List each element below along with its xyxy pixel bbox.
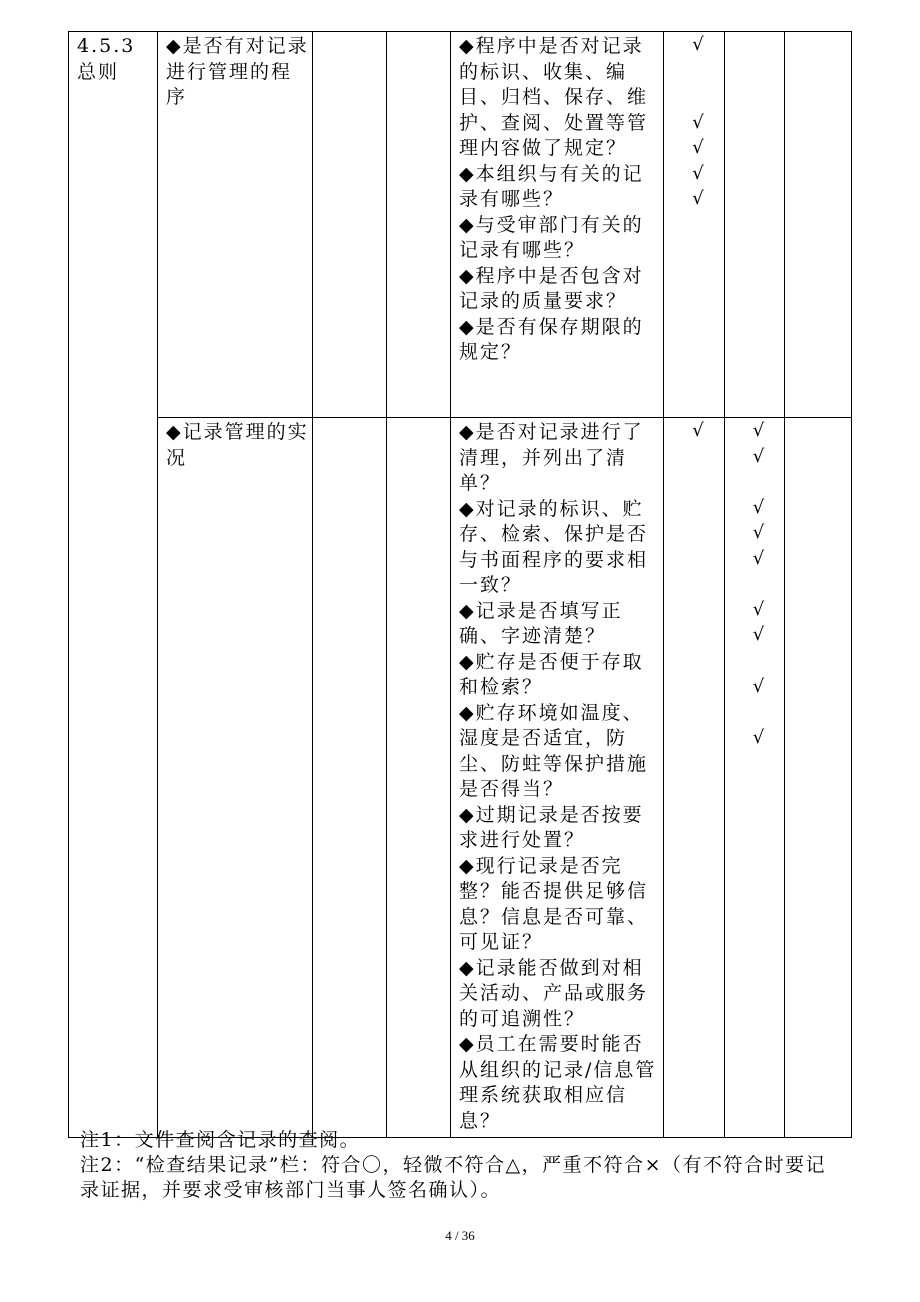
- check-mark: √: [752, 522, 765, 543]
- check-mark: √: [752, 727, 765, 748]
- question-text: ◆员工在需要时能否从组织的记录/信息管理系统获取相应信息？: [459, 1033, 657, 1132]
- clause-cell: 4.5.3 总则: [69, 32, 158, 1138]
- question-text: ◆现行记录是否完整？能否提供足够信息？信息是否可靠、可见证？: [459, 854, 649, 953]
- notes: [80, 1128, 840, 1203]
- audit-checklist-table: [68, 31, 852, 1138]
- check-mark: √: [692, 420, 704, 441]
- empty-cell: [387, 32, 451, 418]
- item-cell: ◆记录管理的实况: [158, 418, 313, 1138]
- note-2: 注2：“检查结果记录”栏：符合〇，轻微不符合△，严重不符合×（有不符合时要记录证据，并要求受审核部门当事人签名确认）。: [80, 1154, 827, 1201]
- check-column-2: [725, 418, 785, 1138]
- question-text: ◆是否有保存期限的规定？: [459, 315, 644, 363]
- check-mark: √: [752, 624, 765, 645]
- check-column-2: [725, 32, 785, 418]
- check-mark: √: [752, 446, 765, 467]
- note-1: 注1：文件查阅含记录的查阅。: [80, 1129, 361, 1151]
- check-mark: √: [752, 676, 765, 697]
- question-text: ◆本组织与有关的记录有哪些？: [459, 162, 644, 210]
- question-text: ◆贮存环境如温度、湿度是否适宜，防尘、防蛀等保护措施是否得当？: [459, 701, 649, 800]
- check-mark: √: [752, 497, 765, 518]
- empty-cell: [387, 418, 451, 1138]
- check-mark: √: [692, 137, 704, 158]
- table-row: [69, 32, 852, 418]
- question-text: ◆贮存是否便于存取和检索？: [459, 650, 644, 698]
- check-mark: √: [692, 34, 704, 55]
- check-mark: √: [752, 420, 765, 441]
- result-cell: [785, 32, 852, 418]
- question-text: ◆过期记录是否按要求进行处置？: [459, 803, 644, 851]
- question-text: ◆程序中是否对记录的标识、收集、编目、归档、保存、维护、查阅、处置等管理内容做了规定？: [459, 35, 649, 159]
- questions-cell: [451, 32, 664, 418]
- check-mark: √: [752, 548, 765, 569]
- check-mark: √: [692, 112, 704, 133]
- question-text: ◆程序中是否包含对记录的质量要求？: [459, 264, 644, 312]
- check-column-1: [664, 32, 725, 418]
- question-text: ◆对记录的标识、贮存、检索、保护是否与书面程序的要求相一致？: [459, 497, 649, 596]
- item-cell: ◆是否有对记录进行管理的程序: [158, 32, 313, 418]
- table-row: [69, 418, 852, 1138]
- question-text: ◆记录能否做到对相关活动、产品或服务的可追溯性？: [459, 956, 649, 1030]
- questions-cell: [451, 418, 664, 1138]
- check-mark: √: [692, 163, 704, 184]
- question-text: ◆与受审部门有关的记录有哪些？: [459, 213, 644, 261]
- check-mark: √: [692, 188, 704, 209]
- check-mark: √: [752, 599, 765, 620]
- question-text: ◆是否对记录进行了清理，并列出了清单？: [459, 421, 644, 494]
- empty-cell: [313, 418, 387, 1138]
- page-number: 4 / 36: [445, 1228, 475, 1243]
- empty-cell: [313, 32, 387, 418]
- question-text: ◆记录是否填写正确、字迹清楚？: [459, 599, 623, 647]
- check-column-1: [664, 418, 725, 1138]
- result-cell: [785, 418, 852, 1138]
